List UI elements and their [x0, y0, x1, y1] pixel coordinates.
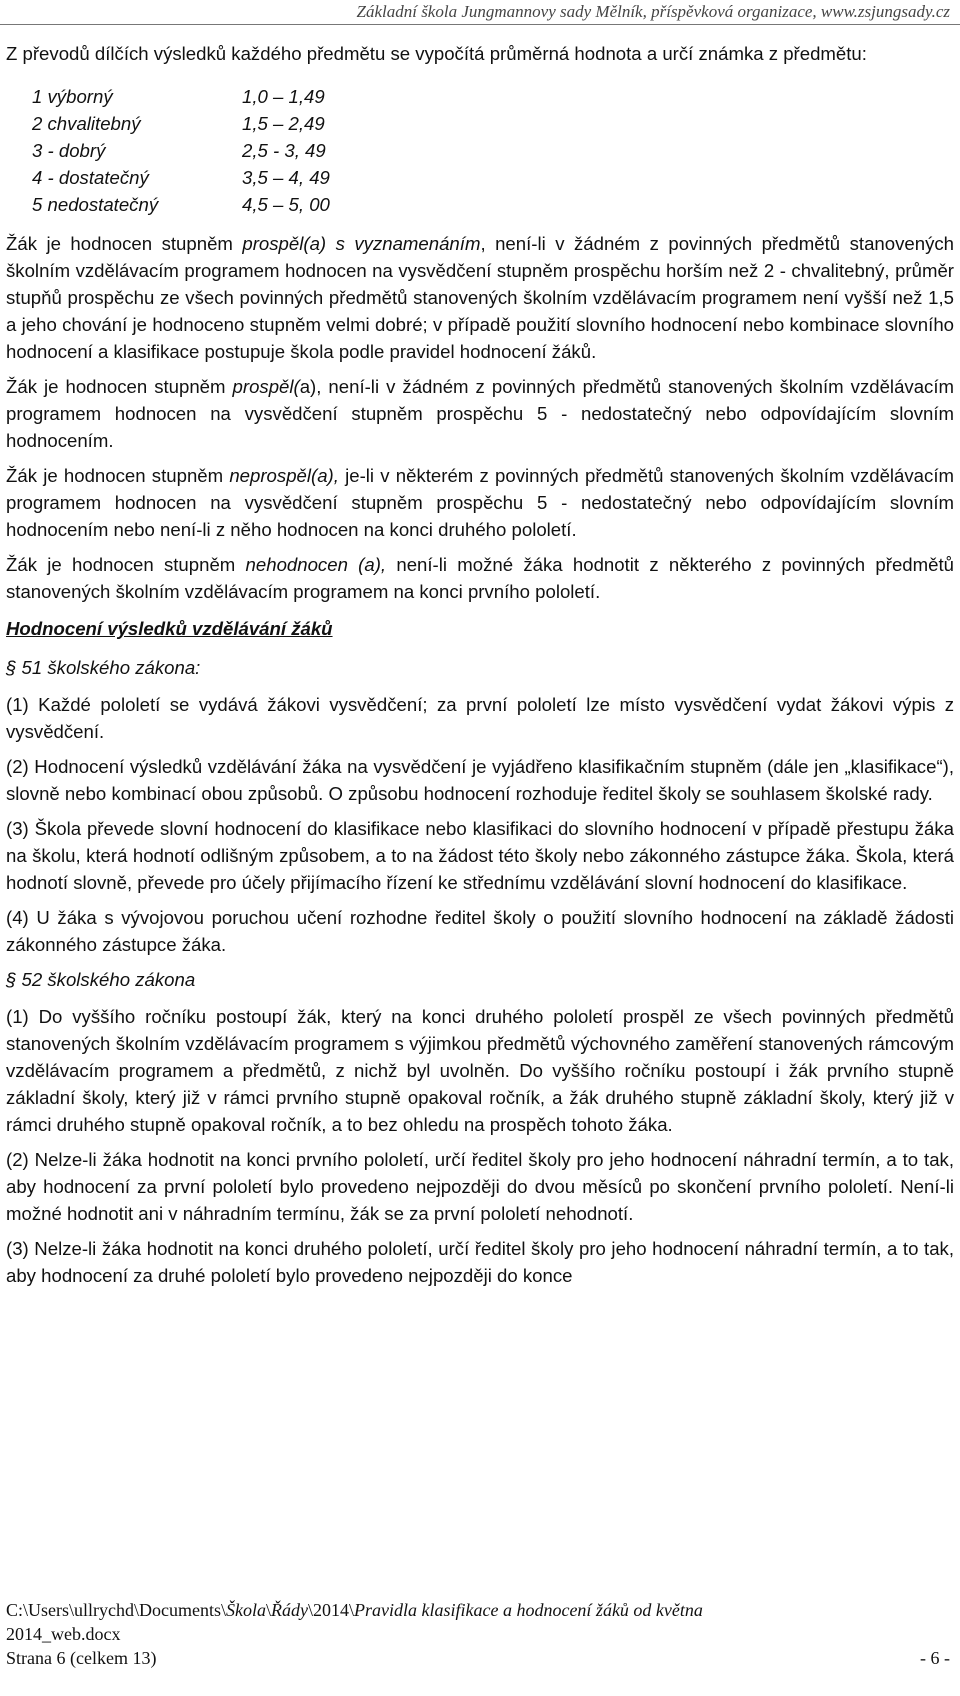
law51-paragraph: (2) Hodnocení výsledků vzdělávání žáka na vysvědčení je vyjádřeno klasifikačním stupněm (dále jen „klasifikace“), slovně nebo kombinací obou způsobů. O způsobu hodnocení rozhoduje ředitel školy se souhlasem školské rady. — [6, 756, 954, 804]
text-run: Žák je hodnocen stupněm — [6, 233, 243, 254]
text-run: Žák je hodnocen stupněm — [6, 376, 233, 397]
grade-name: 5 nedostatečný — [32, 194, 159, 215]
law51-paragraph: (4) U žáka s vývojovou poruchou učení rozhodne ředitel školy o použití slovního hodnocení na základě žádosti zákonného zástupce žáka. — [6, 907, 954, 955]
text-run: , není-li v žádném z povinných předmětů stanovených školním vzdělávacím programem hodnocen na vysvědčení stupněm prospěchu horším než 2 - chvalitebný, průměr stupňů prospěchu ze všech povinných předmětů stanovených školním vzdělávacím programem není vyšší než 1,5 a jeho chování je hodnoceno stupněm velmi dobré; v případě použití slovního hodnocení nebo kombinace slovního hodnocení a klasifikace postupuje škola podle pravidel hodnocení žáků. — [6, 233, 955, 362]
grade-term: prospěl( — [232, 376, 300, 397]
law52-paragraph: (2) Nelze-li žáka hodnotit na konci prvního pololetí, určí ředitel školy pro jeho hodnocení náhradní termín, a to tak, aby hodnocení za první pololetí bylo provedeno nejpozději do dvou měsíců po skončení prvního pololetí. Není-li možné hodnotit ani v náhradním termínu, žák se za první pololetí nehodnotí. — [6, 1149, 954, 1224]
law51-paragraph: (1) Každé pololetí se vydává žákovi vysvědčení; za první pololetí lze místo vysvědčení vydat žákovi výpis z vysvědčení. — [6, 694, 954, 742]
grade-name: 1 výborný — [32, 86, 113, 107]
paragraph-vyznamenani — [6, 230, 954, 365]
path-part: Řády — [271, 1600, 308, 1620]
page-footer — [6, 1598, 950, 1670]
grade-row — [32, 137, 954, 164]
law52-paragraph: (1) Do vyššího ročníku postoupí žák, který na konci druhého pololetí prospěl ze všech povinných předmětů stanovených školním vzdělávacím programem s výjimkou předmětů výchovného zaměření stanovených rámcovým vzdělávacím programem a předmětů, z nichž byl uvolněn. Do vyššího ročníku postoupí i žák prvního stupně základní školy, který již v rámci prvního stupně opakoval ročník, a žák druhého stupně základní školy, který již v rámci druhého stupně opakoval ročník, a to bez ohledu na prospěch tohoto žáka. — [6, 1006, 954, 1135]
grade-range: 1,0 – 1,49 — [242, 86, 325, 107]
grade-range: 4,5 – 5, 00 — [242, 194, 330, 215]
grade-range: 1,5 – 2,49 — [242, 113, 325, 134]
grade-row — [32, 110, 954, 137]
law-reference-51: § 51 školského zákona: — [6, 657, 201, 678]
page-info: Strana 6 (celkem 13) — [6, 1648, 157, 1668]
grade-row — [32, 83, 954, 110]
grade-name: 2 chvalitebný — [32, 113, 141, 134]
grade-term: nehodnocen (a), — [245, 554, 387, 575]
grade-row — [32, 191, 954, 218]
law51-paragraph: (3) Škola převede slovní hodnocení do klasifikace nebo klasifikaci do slovního hodnocení v případě přestupu žáka na školu, která hodnotí odlišným způsobem, a to na žádost této školy nebo zákonného zástupce žáka. Škola, která hodnotí slovně, převede pro účely přijímacího řízení ke střednímu vzdělávání slovní hodnocení do klasifikace. — [6, 818, 954, 893]
page-number: - 6 - — [920, 1648, 950, 1668]
grade-range: 2,5 - 3, 49 — [242, 140, 326, 161]
text-run: je-li v některém z povinných předmětů stanovených školním vzdělávacím programem hodnocen na vysvědčení stupněm prospěchu 5 - nedostatečný nebo odpovídajícím slovním hodnocením nebo není-li z něho hodnocen na konci druhého pololetí. — [6, 465, 954, 540]
text-run: a), není-li v žádném z povinných předmětů stanovených školním vzdělávacím programem hodnocen na vysvědčení stupněm prospěchu 5 - nedostatečný nebo odpovídajícím slovním hodnocením. — [6, 376, 954, 451]
text-run: není-li možné žáka hodnotit z některého z povinných předmětů stanovených školním vzdělávacím programem na konci prvního pololetí. — [6, 554, 954, 602]
paragraph-prospel — [6, 373, 954, 454]
section-heading: Hodnocení výsledků vzdělávání žáků — [6, 618, 333, 639]
text-run: Žák je hodnocen stupněm — [6, 465, 230, 486]
path-part: \2014\ — [307, 1600, 354, 1620]
path-part: Pravidla klasifikace a hodnocení žáků od května — [354, 1600, 703, 1620]
path-part: C:\Users\ullrychd\Documents\ — [6, 1600, 226, 1620]
grade-row — [32, 164, 954, 191]
law-reference-52: § 52 školského zákona — [6, 969, 196, 990]
intro-paragraph: Z převodů dílčích výsledků každého předmětu se vypočítá průměrná hodnota a určí známka z předmětu: — [6, 43, 867, 64]
grade-scale — [32, 83, 954, 218]
grade-name: 4 - dostatečný — [32, 167, 149, 188]
file-path-line2: 2014_web.docx — [6, 1624, 121, 1644]
grade-range: 3,5 – 4, 49 — [242, 167, 330, 188]
document-body — [6, 40, 954, 1297]
page-header: Základní škola Jungmannovy sady Mělník, příspěvková organizace, www.zsjungsady.cz — [356, 2, 950, 21]
law52-paragraph: (3) Nelze-li žáka hodnotit na konci druhého pololetí, určí ředitel školy pro jeho hodnocení náhradní termín, a to tak, aby hodnocení za druhé pololetí bylo provedeno nejpozději do konce — [6, 1238, 954, 1286]
paragraph-nehodnocen — [6, 551, 954, 605]
page-info-row — [6, 1646, 950, 1670]
paragraph-neprospel — [6, 462, 954, 543]
path-part: Škola — [225, 1600, 266, 1620]
text-run: Žák je hodnocen stupněm — [6, 554, 246, 575]
grade-term: neprospěl(a), — [229, 465, 339, 486]
header-rule — [0, 24, 960, 25]
path-part: \ — [265, 1600, 271, 1620]
file-path — [6, 1598, 950, 1622]
grade-term: prospěl(a) s vyznamenáním — [242, 233, 481, 254]
grade-name: 3 - dobrý — [32, 140, 106, 161]
